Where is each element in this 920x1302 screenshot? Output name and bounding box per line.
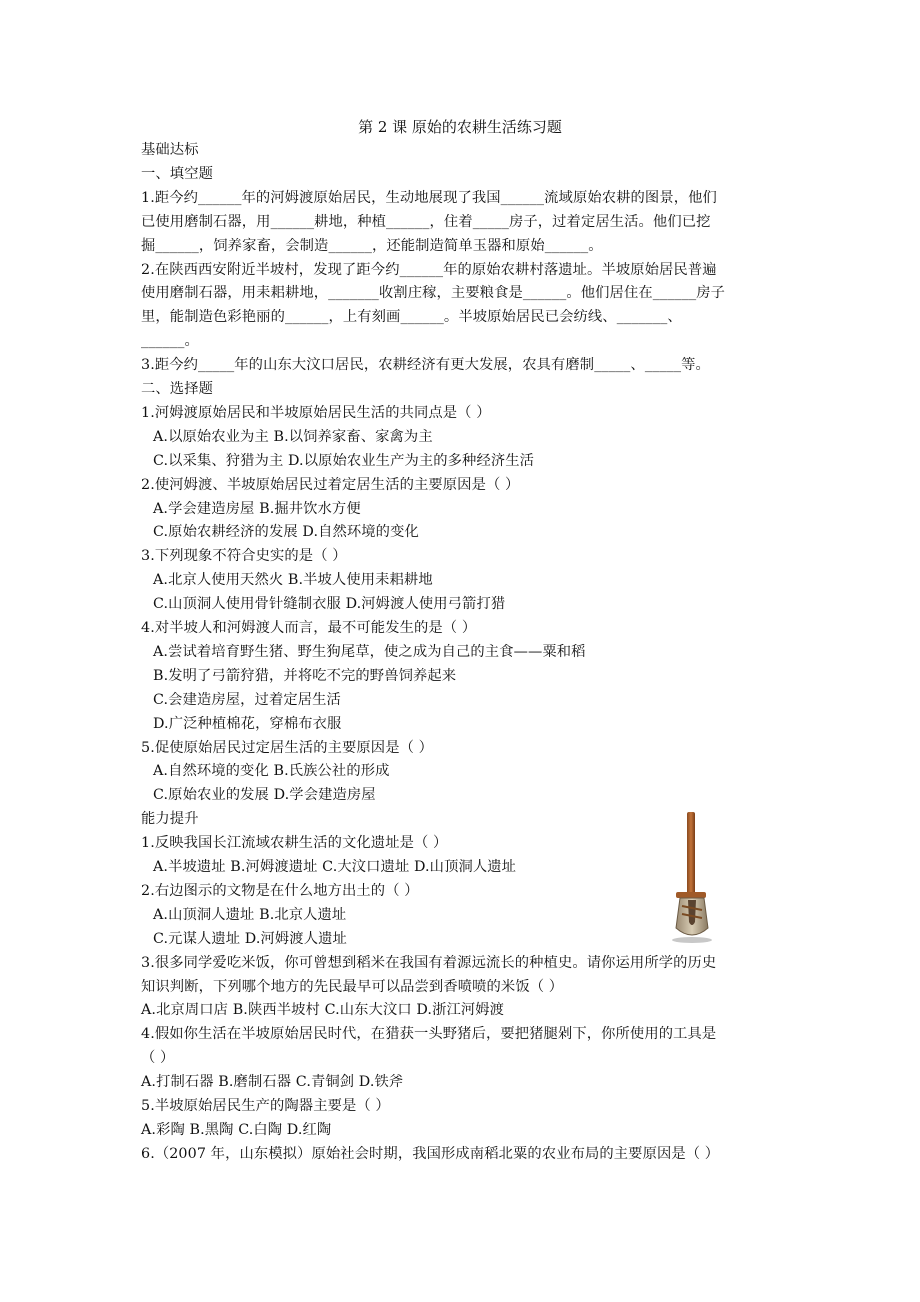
bone-spade-artifact-image (668, 810, 716, 946)
fill-blank-line: 3.距今约_____年的山东大汶口居民，农耕经济有更大发展，农具有磨制_____、_____等。 (141, 357, 710, 374)
fill-blank-line: 1.距今约______年的河姆渡原始居民，生动地展现了我国______流域原始农耕的图景，他们 (141, 189, 717, 206)
ability-line: 5.半坡原始居民生产的陶器主要是（ ） (141, 1098, 390, 1114)
ability-line: 知识判断，下列哪个地方的先民最早可以品尝到香喷喷的米饭（ ） (141, 978, 564, 995)
choice-options: C.原始农业的发展 D.学会建造房屋 (153, 787, 376, 804)
choice-options: A.学会建造房屋 B.掘井饮水方便 (153, 500, 361, 517)
ability-line: 4.假如你生活在半坡原始居民时代，在猎获一头野猪后，要把猪腿剁下，你所使用的工具是 (141, 1026, 717, 1043)
ability-line: 3.很多同学爱吃米饭，你可曾想到稻米在我国有着源远流长的种植史。请你运用所学的历史 (141, 954, 717, 971)
ability-options: A.山顶洞人遗址 B.北京人遗址 (153, 906, 347, 923)
choice-question: 3.下列现象不符合史实的是（ ） (141, 548, 347, 565)
page-title: 第 2 课 原始的农耕生活练习题 (358, 118, 562, 136)
section-heading-basic: 基础达标 (141, 142, 199, 158)
choice-options: A.以原始农业为主 B.以饲养家畜、家禽为主 (153, 428, 433, 445)
ability-line: A.打制石器 B.磨制石器 C.青铜剑 D.铁斧 (141, 1074, 404, 1091)
part-heading-fill-blank: 一、填空题 (141, 165, 213, 182)
ability-line: （ ） (141, 1050, 175, 1067)
part-heading-choice: 二、选择题 (141, 381, 213, 397)
choice-options: C.以采集、狩猎为主 D.以原始农业生产为主的多种经济生活 (153, 452, 535, 469)
choice-options: C.山顶洞人使用骨针缝制衣服 D.河姆渡人使用弓箭打猎 (153, 596, 506, 613)
choice-question: 1.河姆渡原始居民和半坡原始居民生活的共同点是（ ） (141, 404, 491, 421)
fill-blank-line: 2.在陕西西安附近半坡村，发现了距今约______年的原始农耕村落遗址。半坡原始居民普遍 (141, 261, 717, 278)
choice-question: 5.促使原始居民过定居生活的主要原因是（ ） (141, 739, 434, 756)
ability-line: 2.右边图示的文物是在什么地方出土的（ ） (141, 882, 419, 899)
choice-options: C.会建造房屋，过着定居生活 (153, 691, 341, 708)
section-heading-ability: 能力提升 (141, 811, 199, 828)
fill-blank-line: 使用磨制石器，用耒耜耕地，_______收割庄稼，主要粮食是______。他们居住在______房子 (141, 285, 726, 302)
ability-line: 1.反映我国长江流域农耕生活的文化遗址是（ ） (141, 835, 448, 852)
choice-options: B.发明了弓箭狩猎，并将吃不完的野兽饲养起来 (153, 667, 457, 684)
ability-options: C.元谋人遗址 D.河姆渡人遗址 (153, 930, 347, 947)
choice-options: D.广泛种植棉花，穿棉布衣服 (153, 715, 342, 732)
choice-question: 2.使河姆渡、半坡原始居民过着定居生活的主要原因是（ ） (141, 476, 520, 493)
fill-blank-line: 已使用磨制石器，用______耕地，种植______，住着_____房子，过着定居生活。他们已挖 (141, 213, 711, 230)
fill-blank-line: 掘______，饲养家畜，会制造______，还能制造简单玉器和原始______。 (141, 237, 603, 254)
ability-line: A.彩陶 B.黑陶 C.白陶 D.红陶 (141, 1121, 332, 1138)
ability-line: A.北京周口店 B.陕西半坡村 C.山东大汶口 D.浙江河姆渡 (141, 1002, 505, 1019)
ability-line: 6.（2007 年，山东模拟）原始社会时期，我国形成南稻北粟的农业布局的主要原因是（ ） (141, 1145, 720, 1162)
choice-options: A.尝试着培育野生猪、野生狗尾草，使之成为自己的主食——粟和稻 (153, 643, 586, 660)
fill-blank-line: ______。 (141, 333, 199, 350)
choice-question: 4.对半坡人和河姆渡人而言，最不可能发生的是（ ） (141, 620, 477, 636)
choice-options: C.原始农耕经济的发展 D.自然环境的变化 (153, 524, 419, 541)
fill-blank-line: 里，能制造色彩艳丽的______，上有刻画______。半坡原始居民已会纺线、_______、 (141, 309, 682, 326)
ability-options: A.半坡遗址 B.河姆渡遗址 C.大汶口遗址 D.山顶洞人遗址 (153, 859, 517, 875)
choice-options: A.自然环境的变化 B.氏族公社的形成 (153, 763, 390, 780)
choice-options: A.北京人使用天然火 B.半坡人使用耒耜耕地 (153, 572, 433, 589)
